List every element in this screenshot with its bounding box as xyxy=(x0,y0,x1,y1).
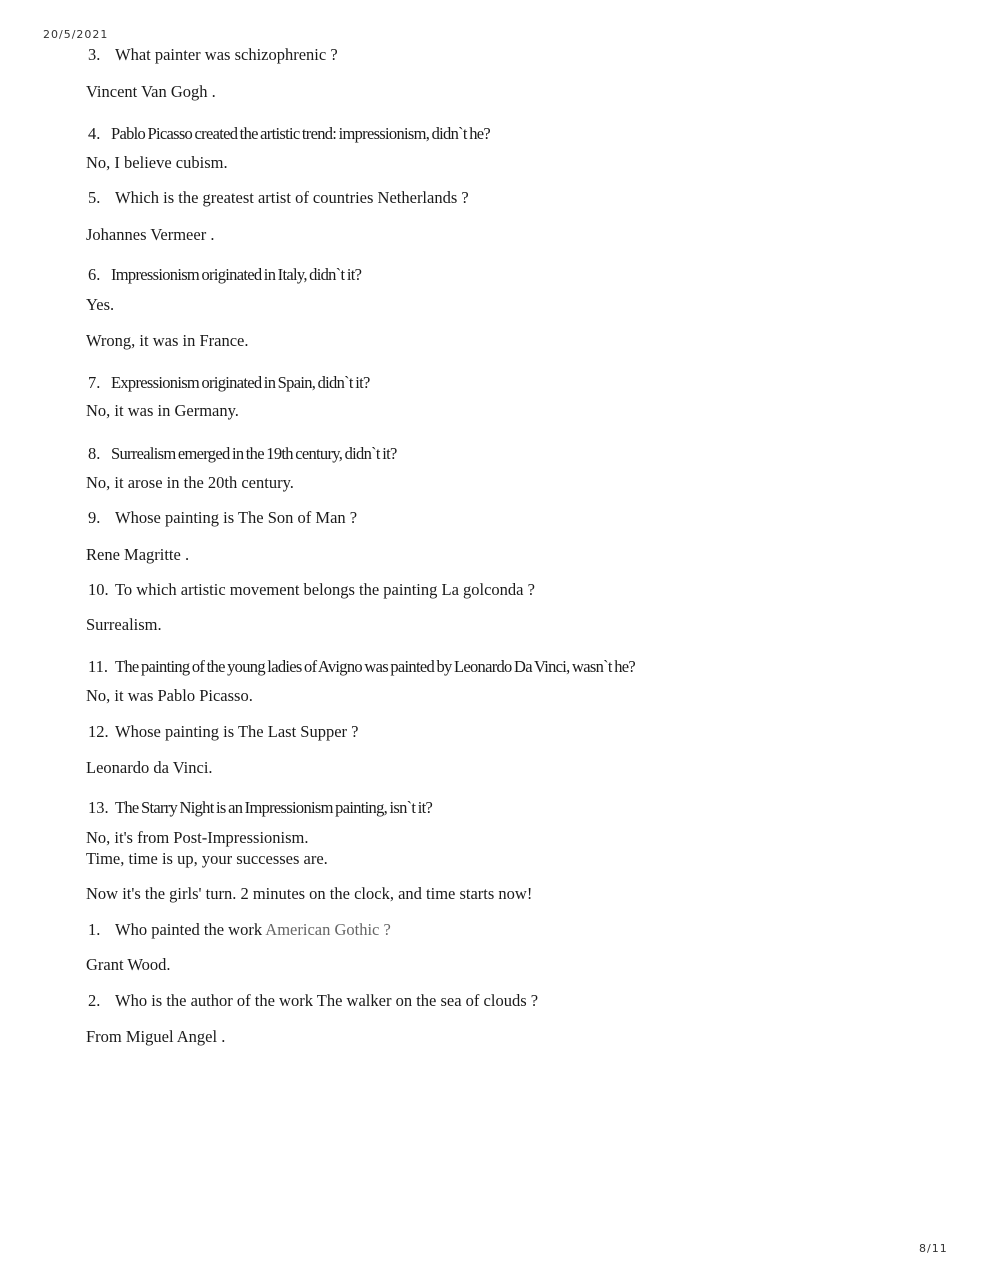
girls-question-2 xyxy=(88,991,538,1011)
question-8 xyxy=(88,444,397,464)
question-number: 3. xyxy=(88,45,101,64)
answer-12: Leonardo da Vinci. xyxy=(86,758,213,777)
answer-13: No, it's from Post-Impressionism. xyxy=(86,828,309,847)
question-number: 5. xyxy=(88,188,101,207)
question-text: Expressionism originated in Spain, didn`t it? xyxy=(111,373,370,392)
answer-7: No, it was in Germany. xyxy=(86,401,239,420)
question-6 xyxy=(88,265,361,285)
question-text: Surrealism emerged in the 19th century, didn`t it? xyxy=(111,444,397,463)
question-7 xyxy=(88,373,370,393)
answer-6b: Wrong, it was in France. xyxy=(86,331,249,350)
answer-4: No, I believe cubism. xyxy=(86,153,228,172)
question-highlight: American Gothic ? xyxy=(265,920,391,939)
girls-answer-1: Grant Wood. xyxy=(86,955,171,974)
answer-3: Vincent Van Gogh . xyxy=(86,82,216,101)
answer-8: No, it arose in the 20th century. xyxy=(86,473,294,492)
question-number: 10. xyxy=(88,580,109,599)
answer-10: Surrealism. xyxy=(86,615,162,634)
answer-6a: Yes. xyxy=(86,295,115,314)
question-5 xyxy=(88,188,469,208)
question-number: 7. xyxy=(88,373,101,392)
question-text: Whose painting is The Son of Man ? xyxy=(115,508,358,527)
question-number: 11. xyxy=(88,657,109,676)
question-text: Who painted the work xyxy=(115,920,266,939)
question-text: Whose painting is The Last Supper ? xyxy=(115,722,359,741)
question-3 xyxy=(88,45,338,65)
answer-9: Rene Magritte . xyxy=(86,545,190,564)
question-12 xyxy=(88,722,358,742)
question-text: To which artistic movement belongs the painting La golconda ? xyxy=(115,580,535,599)
question-text: The Starry Night is an Impressionism painting, isn`t it? xyxy=(115,798,433,817)
girls-question-1 xyxy=(88,920,391,940)
question-number: 12. xyxy=(88,722,109,741)
question-10 xyxy=(88,580,535,600)
girls-turn-line: Now it's the girls' turn. 2 minutes on the clock, and time starts now! xyxy=(86,884,533,903)
question-number: 6. xyxy=(88,265,101,284)
answer-5: Johannes Vermeer . xyxy=(86,225,215,244)
question-9 xyxy=(88,508,357,528)
question-text: Who is the author of the work The walker on the sea of clouds ? xyxy=(115,991,539,1010)
question-text: Impressionism originated in Italy, didn`t it? xyxy=(111,265,362,284)
question-number: 9. xyxy=(88,508,101,527)
page-number: 8/11 xyxy=(919,1242,948,1255)
question-number: 1. xyxy=(88,920,101,939)
question-number: 2. xyxy=(88,991,101,1010)
page-date: 20/5/2021 xyxy=(43,28,109,41)
question-text: The painting of the young ladies of Avigno was painted by Leonardo Da Vinci, wasn`t he? xyxy=(115,657,636,676)
question-11 xyxy=(88,657,635,677)
question-number: 8. xyxy=(88,444,101,463)
answer-11: No, it was Pablo Picasso. xyxy=(86,686,253,705)
time-up-line: Time, time is up, your successes are. xyxy=(86,849,328,868)
girls-answer-2: From Miguel Angel . xyxy=(86,1027,226,1046)
question-13 xyxy=(88,798,432,818)
question-text: Pablo Picasso created the artistic trend: impressionism, didn`t he? xyxy=(111,124,491,143)
question-4 xyxy=(88,124,490,144)
question-text: Which is the greatest artist of countries Netherlands ? xyxy=(115,188,469,207)
question-text: What painter was schizophrenic ? xyxy=(115,45,338,64)
question-number: 4. xyxy=(88,124,101,143)
question-number: 13. xyxy=(88,798,109,817)
